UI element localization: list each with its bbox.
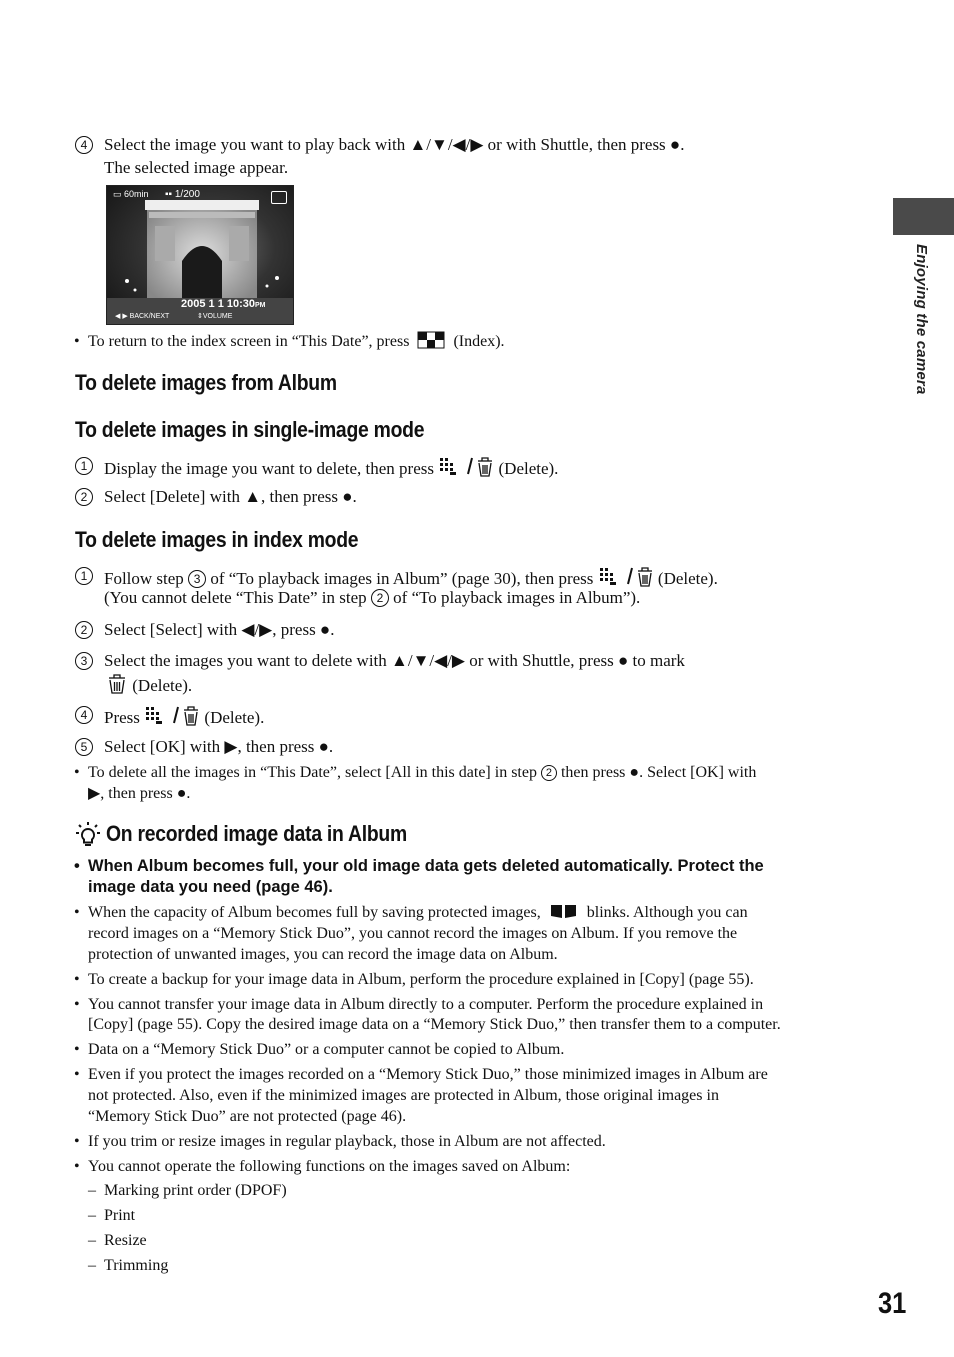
tip-b1-l2: record images on a “Memory Stick Duo”, you cannot record the images on Album. If you remove the: [88, 925, 738, 942]
index-step-3-cont: (Delete).: [106, 672, 192, 696]
battery-indicator: ▭ 60min: [113, 189, 149, 199]
section-tab: [893, 198, 954, 235]
tip-b1-l3: protection of unwanted images, you can record the image data on Album.: [88, 946, 558, 963]
index-step-2: Select [Select] with ◀/▶, press ●.: [104, 620, 335, 639]
menu-delete-icon: [144, 704, 200, 726]
index-step-3: Select the images you want to delete with ▲/▼/◀/▶ or with Shuttle, press ● to mark: [104, 651, 685, 670]
single-step-2: Select [Delete] with ▲, then press ●.: [104, 487, 357, 506]
step-number: 4: [75, 706, 93, 724]
index-note-all: • To delete all the images in “This Date”, select [All in this date] in step 2 then press ●. Select [OK] with: [88, 762, 756, 783]
dash-item: – Resize: [88, 1232, 147, 1249]
heading-delete-album: To delete images from Album: [75, 370, 337, 395]
tip-b4: • Data on a “Memory Stick Duo” or a computer cannot be copied to Album.: [88, 1039, 564, 1060]
index-note: • To return to the index screen in “This Date”, press (Index).: [88, 331, 505, 352]
index-step-5: Select [OK] with ▶, then press ●.: [104, 737, 334, 756]
date-time: 2005 1 1 10:30PM: [181, 298, 266, 310]
tip-b3-l2: [Copy] (page 55). Copy the desired image data on a “Memory Stick Duo,” then transfer them to a computer.: [88, 1016, 781, 1033]
volume-label: ⇕VOLUME: [197, 313, 233, 320]
menu-delete-icon: [438, 455, 494, 477]
tip-b5-l3: “Memory Stick Duo” are not protected (page 46).: [88, 1108, 407, 1125]
tip-b5-l1: • Even if you protect the images recorded on a “Memory Stick Duo,” those minimized images in Album are: [88, 1064, 768, 1085]
section-side-label: Enjoying the camera: [913, 244, 930, 395]
index-icon: [417, 331, 445, 349]
tip-b3-l1: • You cannot transfer your image data in Album directly to a computer. Perform the procedure explained in: [88, 994, 763, 1015]
menu-delete-icon: [598, 565, 654, 587]
dash-item: – Print: [88, 1207, 136, 1224]
single-step-1: Display the image you want to delete, then press (Delete).: [104, 455, 558, 479]
heading-index-mode: To delete images in index mode: [75, 527, 359, 552]
step-number: 5: [75, 738, 93, 756]
back-next-label: ◀ ▶ BACK/NEXT: [115, 313, 170, 320]
dash-item: – Marking print order (DPOF): [88, 1182, 287, 1199]
memory-icon: [271, 191, 287, 204]
tip-bold-l1: • When Album becomes full, your old image data gets deleted automatically. Protect the: [88, 856, 764, 877]
step-number: 4: [75, 136, 93, 154]
tip-bold-l2: image data you need (page 46).: [88, 878, 333, 896]
page-number: 31: [878, 1287, 907, 1320]
album-full-icon: [549, 902, 579, 920]
image-counter: ▪▪ 1/200: [165, 189, 200, 200]
step-number: 2: [75, 488, 93, 506]
step-text: The selected image appear.: [104, 158, 289, 177]
heading-tip: On recorded image data in Album: [106, 821, 407, 846]
tip-b2: • To create a backup for your image data in Album, perform the procedure explained in [Copy] (page 55).: [88, 969, 754, 990]
step-number: 3: [75, 652, 93, 670]
index-step-4: Press (Delete).: [104, 704, 264, 728]
tip-b1-l1: • When the capacity of Album becomes full by saving protected images, blinks. Although you can: [88, 902, 748, 923]
step-text: Select the image you want to play back with ▲/▼/◀/▶ or with Shuttle, then press ●.: [104, 135, 685, 154]
index-note-all-cont: ▶, then press ●.: [88, 785, 191, 802]
tip-b7: • You cannot operate the following functions on the images saved on Album:: [88, 1156, 570, 1177]
step-number: 1: [75, 567, 93, 585]
tip-b6: • If you trim or resize images in regular playback, those in Album are not affected.: [88, 1131, 606, 1152]
playback-screen-image: [106, 185, 294, 325]
index-step-1-note: (You cannot delete “This Date” in step 2 of “To playback images in Album”).: [104, 588, 641, 607]
hint-lightbulb-icon: [75, 821, 101, 849]
step-number: 1: [75, 457, 93, 475]
index-step-1: Follow step 3 of “To playback images in Album” (page 30), then press (Delete).: [104, 565, 718, 589]
step-number: 2: [75, 621, 93, 639]
trash-icon: [106, 672, 128, 694]
heading-single-mode: To delete images in single-image mode: [75, 417, 425, 442]
tip-b5-l2: not protected. Also, even if the minimized images are protected in Album, those original images in: [88, 1087, 719, 1104]
dash-item: – Trimming: [88, 1257, 169, 1274]
